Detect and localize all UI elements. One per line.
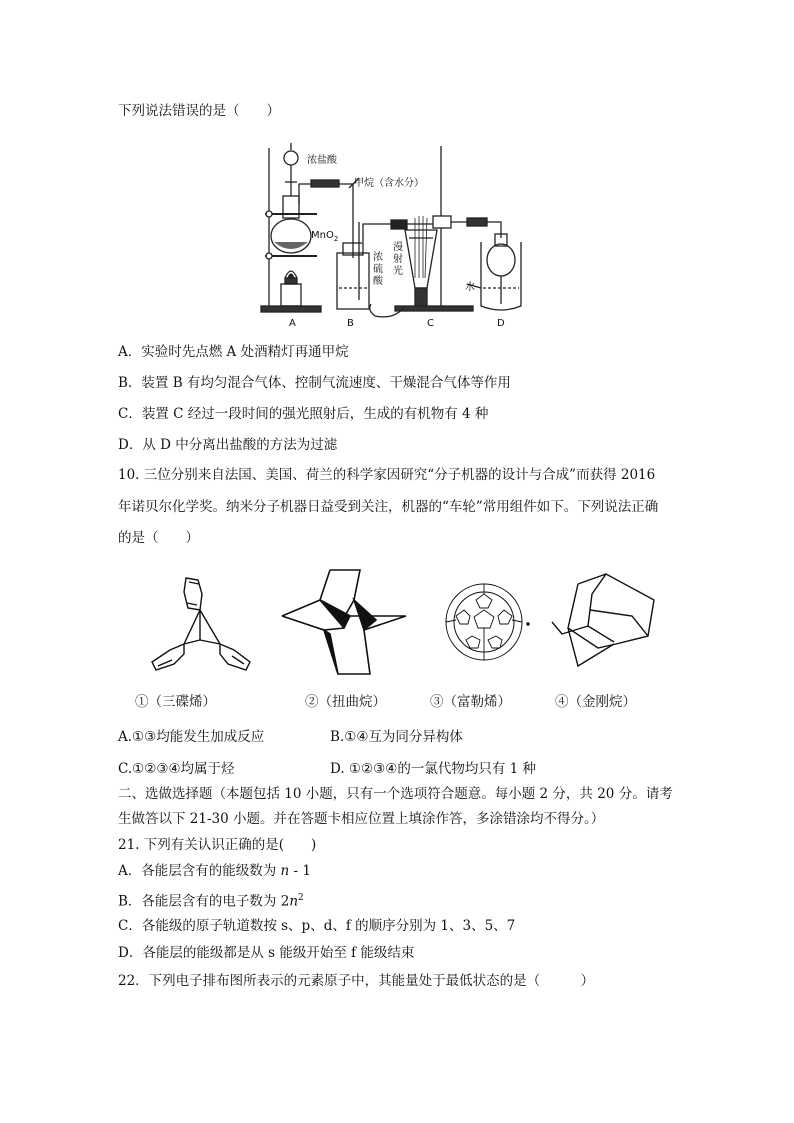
label-B: B — [347, 318, 354, 329]
q21-stem: 21. 下列有关认识正确的是( ) — [118, 837, 317, 853]
label-triptycene: ①（三碟烯） — [135, 694, 216, 710]
section2-line2: 生做答以下 21-30 小题。并在答题卡相应位置上填涂作答，多涂错涂均不得分。） — [118, 811, 605, 827]
label-light-1: 漫 — [393, 242, 403, 253]
label-h2so4-1: 浓 — [373, 252, 383, 263]
q9-stem: 下列说法错误的是（ ） — [118, 103, 280, 119]
q9-option-d: D．从 D 中分离出盐酸的方法为过滤 — [118, 437, 338, 453]
q22-stem: 22．下列电子排布图所表示的元素原子中，其能量处于最低状态的是（ ） — [118, 973, 595, 989]
label-h2so4-2: 硫 — [373, 264, 383, 275]
label-D: D — [497, 318, 505, 329]
q10-option-c: C.①②③④均属于烃 — [118, 761, 235, 777]
q10-stem-line2: 年诺贝尔化学奖。纳米分子机器日益受到关注，机器的“车轮”常用组件如下。下列说法正确 — [118, 499, 659, 515]
triptycene-structure — [140, 570, 260, 680]
label-hcl: 浓盐酸 — [307, 155, 337, 166]
twistane-structure — [280, 564, 410, 684]
label-adamantane: ④（金刚烷） — [555, 694, 636, 710]
label-C: C — [427, 318, 434, 329]
label-light-2: 射 — [393, 254, 403, 265]
q10-option-d: D. ①②③④的一氯代物均只有 1 种 — [330, 761, 537, 777]
q9-option-b: B．装置 B 有均匀混合气体、控制气流速度、干燥混合气体等作用 — [118, 375, 511, 391]
label-twistane: ②（扭曲烷） — [305, 694, 386, 710]
apparatus-figure — [255, 138, 555, 330]
label-h2so4-3: 酸 — [373, 276, 383, 287]
label-water: 水 — [465, 282, 475, 293]
adamantane-structure — [548, 570, 658, 680]
q10-stem-line1: 10. 三位分别来自法国、美国、荷兰的科学家因研究“分子机器的设计与合成”而获得 2016 — [118, 467, 656, 483]
q21-option-b: B．各能层含有的电子数为 $2n^2$ — [118, 893, 304, 910]
q9-option-c: C．装置 C 经过一段时间的强光照射后，生成的有机物有 4 种 — [118, 406, 489, 422]
q9-option-a: A．实验时先点燃 A 处酒精灯再通甲烷 — [118, 344, 349, 360]
q10-option-b: B.①④互为同分异构体 — [330, 729, 463, 745]
section2-line1: 二、选做选择题（本题包括 10 小题，只有一个选项符合题意。每小题 2 分，共 20 分。请考 — [118, 786, 673, 802]
fullerene-structure — [442, 580, 532, 670]
q10-option-a: A.①③均能发生加成反应 — [118, 729, 265, 745]
label-mno2: MnO$_2$ — [311, 230, 339, 243]
q21-option-c: C．各能级的原子轨道数按 s、p、d、f 的顺序分别为 1、3、5、7 — [118, 918, 516, 934]
label-A: A — [289, 318, 296, 329]
label-light-3: 光 — [393, 266, 403, 277]
label-methane: 甲烷（含水分） — [354, 178, 424, 189]
label-fullerene: ③（富勒烯） — [430, 694, 511, 710]
q21-option-a: A．各能层含有的能级数为 n - 1 — [118, 863, 311, 879]
q21-option-d: D．各能层的能级都是从 s 能级开始至 f 能级结束 — [118, 945, 415, 961]
q10-stem-line3: 的是（ ） — [118, 530, 199, 546]
